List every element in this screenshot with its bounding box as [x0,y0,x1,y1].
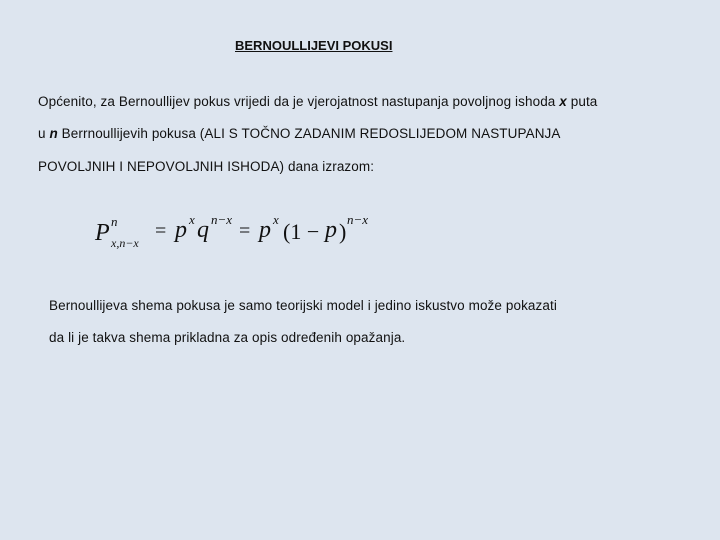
intro-line-1-end: puta [566,94,598,109]
formula-P-sup: n [111,214,118,229]
formula-equals-1: = [155,220,167,242]
formula-equals-2: = [239,220,251,242]
formula-p1: p [175,217,187,243]
formula-P: P [95,220,110,246]
formula-close-paren: ) [339,219,347,244]
intro-line-1-text: Općenito, za Bernoullijev pokus vrijedi da je vjerojatnost nastupanja povoljnog ishoda [38,94,560,109]
variable-x: x [559,94,567,109]
formula-p2-sup: x [273,212,279,227]
note-line-2: da li je takva shema prikladna za opis određenih opažanja. [49,330,406,345]
formula-q: q [197,217,209,243]
formula-paren: (1 − [283,219,325,244]
formula-p1-sup: x [189,212,195,227]
variable-n: n [49,126,58,141]
formula-q-sup: n−x [211,212,233,227]
intro-line-2-start: u [38,126,50,141]
formula-p2: p [259,217,271,243]
formula-close-sup: n−x [347,212,369,227]
formula-P-sub: x,n−x [111,236,139,250]
intro-line-2 [38,126,561,141]
formula-p3: p [325,217,337,243]
note-line-1: Bernoullijeva shema pokusa je samo teorijski model i jedino iskustvo može pokazati [49,298,557,313]
intro-line-3: POVOLJNIH I NEPOVOLJNIH ISHODA) dana izrazom: [38,159,375,174]
bernoulli-formula [93,206,383,258]
intro-line-1 [38,94,597,109]
slide-title: BERNOULLIJEVI POKUSI [235,38,393,53]
intro-line-2-text: Berrnoullijevih pokusa (ALI S TOČNO ZADANIM REDOSLIJEDOM NASTUPANJA [57,126,561,141]
